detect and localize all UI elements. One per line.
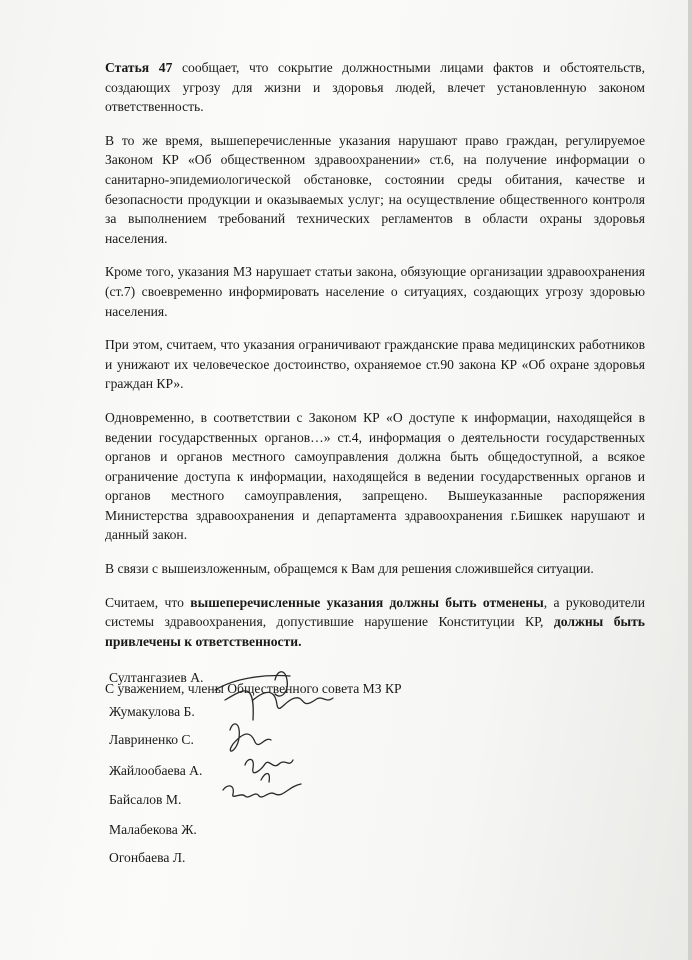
signatory-name: Жайлообаева А. xyxy=(109,763,203,778)
paragraph-information-access: Одновременно, в соответствии с Законом КР «О доступе к информации, находящейся в ведении государственных органов…» ст.4, информация о деятельности государственных органов и органов местного самоуправления должна быть общедоступной, а всякое ограничение доступа к информации, находящейся в ведении государственных органов и органов местного самоуправления, запрещено. Вышеуказанные распоряжения Министерства здравоохранения и департамента здравоохранения г.Бишкек нарушают и данный закон. xyxy=(105,409,645,543)
demand-bold-2: должны быть привлечены к ответственности. xyxy=(105,614,645,649)
paragraph-request: В связи с вышеизложенным, обращемся к Вам для решения сложившейся ситуации. xyxy=(105,561,594,577)
paragraph-article-47 xyxy=(105,58,645,117)
signatory-name: Огонбаева Л. xyxy=(109,850,186,865)
signatory-name: Байсалов М. xyxy=(109,792,182,807)
signatory-name: Султангазиев А. xyxy=(109,670,204,685)
article-reference: Статья 47 xyxy=(105,60,173,75)
signature-stroke xyxy=(223,784,301,797)
signature-stroke xyxy=(261,774,269,783)
paragraph-text: сообщает, что сокрытие должностными лицами фактов и обстоятельств, создающих угрозу для жизни и здоровья людей, влечет установленную законом ответственность. xyxy=(105,60,646,115)
paragraph-medical-workers: При этом, считаем, что указания ограничивают гражданские права медицинских работников и унижают их человеческое достоинство, охраняемое ст.90 закона КР «Об охране здоровья граждан КР». xyxy=(105,337,645,392)
paragraph-health-orgs: Кроме того, указания МЗ нарушает статьи закона, обязующие организации здравоохранения (ст.7) своевременно информировать население о ситуациях, создающих угрозу здоровью населения. xyxy=(105,264,645,319)
demand-text: Считаем, что xyxy=(105,594,191,610)
signature-stroke xyxy=(215,676,333,720)
signature-stroke xyxy=(245,759,293,772)
paragraph-rights-violation: В то же время, вышеперечисленные указания нарушают право граждан, регулируемое Законом КР «Об общественном здравоохранении» ст.6, на получение информации о санитарно-эпидемиологической обстановке, состоянии среды обитания, качестве и безопасности продукции и оказываемых услуг; на осуществление общественного контроля за выполнением требований технических регламентов в области охраны здоровья населения. xyxy=(105,132,645,246)
signatory-name: Лавриненко С. xyxy=(109,732,194,747)
demand-bold-1: вышеперечисленные указания должны быть отменены xyxy=(190,594,544,610)
demand-text-2: , а руководители системы здравоохранения, допустившие нарушение Конституции КР, xyxy=(105,594,645,630)
signatory-name: Малабекова Ж. xyxy=(109,822,197,837)
letter-body xyxy=(105,58,645,699)
closing-line: С уважением, члены Общественного совета МЗ КР xyxy=(105,681,402,697)
paragraph-demand xyxy=(105,593,645,652)
signatory-name: Жумакулова Б. xyxy=(109,704,195,719)
page-edge-shadow xyxy=(688,0,692,960)
signature-stroke xyxy=(230,724,271,751)
handwritten-signatures xyxy=(205,660,355,850)
